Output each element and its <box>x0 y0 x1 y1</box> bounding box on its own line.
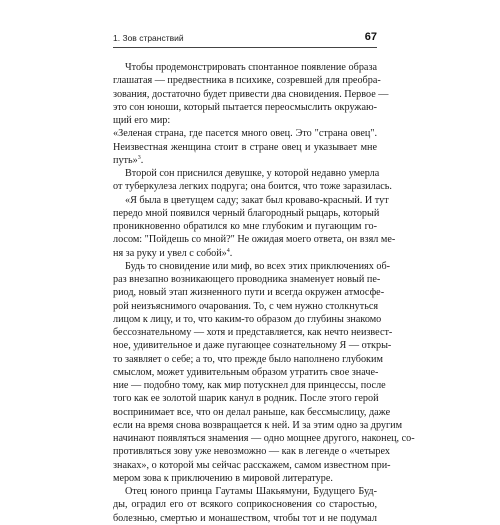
text-line: воспринимает все, что он делал раньше, как бессмыслицу, даже <box>113 406 391 418</box>
text-line: Отец юного принца Гаутамы Шакьямуни, Будущего Буд- <box>125 486 377 497</box>
running-header <box>113 33 377 45</box>
text-line: Неизвестная женщина стоит в стране овец и указывает мне <box>113 141 377 153</box>
text-line: лосом: "Пойдешь со мной?" Не ожидая моего ответа, он взял ме- <box>113 234 396 246</box>
text-line: ние — подобно тому, как мир потускнел для принцессы, после <box>113 380 386 391</box>
text-line: лицом к лицу, и то, что каким-то образом до глубины знакомо <box>113 313 382 325</box>
text-line: смыслом, может удивительным образом утратить свое значе- <box>113 366 379 378</box>
text-line: «Я была в цветущем саду; закат был кроваво-красный. И тут <box>125 194 389 206</box>
text-line: начинают появляться знамения — одно мощнее другого, наконец, со- <box>113 433 415 444</box>
text-line: раз внезапно возникающего проводника знаменует новый пе- <box>113 274 381 285</box>
text-line: ное, удивительное и даже пугающее сознательному Я — откры- <box>113 340 392 352</box>
text-line: зования, достаточно будет привести два сновидения. Первое — <box>113 88 389 100</box>
text-line: знаках», о которой мы сейчас расскажем, самом известном при- <box>113 459 391 471</box>
text-line: передо мной появился черный благородный рыцарь, который <box>113 207 380 219</box>
text-line: мером зова к приключению в мировой литературе. <box>113 472 333 484</box>
text-line: это сон юноши, который пытается переосмыслить окружаю- <box>113 101 377 113</box>
section-title: 1. Зов странствий <box>113 33 184 43</box>
footnote-marker: 4 <box>226 247 230 254</box>
footnote-marker: 3 <box>137 154 141 161</box>
text-line: Второй сон приснился девушке, у которой недавно умерла <box>125 168 380 179</box>
text-line: болезнью, смертью и монашеством, чтобы тот и не подумал <box>113 512 377 524</box>
text-line: если на время снова возвращается к ней. И за этим одно за другим <box>113 419 403 431</box>
page-number: 67 <box>364 31 377 43</box>
text-line: Чтобы продемонстрировать спонтанное появление образа <box>125 62 377 73</box>
text-line: то заявляет о себе; а то, что прежде было наполнено глубоким <box>113 353 383 365</box>
header-rule <box>113 47 377 48</box>
text-line: проникновенно обратился ко мне глубоким и пугающим го- <box>113 221 377 232</box>
text-line: Будь то сновидение или миф, во всех этих приключениях об- <box>125 260 391 272</box>
text-line: бессознательному — хотя и представляется, как нечто неизвест- <box>113 327 393 338</box>
text-line: щий его мир: <box>113 115 171 126</box>
text-line: рой неизъяснимого очарования. То, с чем нужно столкнуться <box>113 300 379 312</box>
text-line: ня за руку и увел с собой»$^4$. <box>113 247 233 259</box>
text-line: риод, новый этап жизненного пути и всегда окружен атмосфе- <box>113 287 385 299</box>
text-line: того как ее золотой шарик канул в родник. После этого герой <box>113 393 379 405</box>
body-text <box>113 61 415 525</box>
text-line: ды, оградил его от всякого соприкосновения со старостью, <box>113 499 377 511</box>
text-line: от туберкулеза легких подруга; она боится, что тоже заразилась. <box>113 181 392 193</box>
text-line: «Зеленая страна, где пасется много овец. Это "страна овец". <box>113 128 377 140</box>
text-line: противляться зову уже невозможно — как в легенде о «четырех <box>113 446 390 458</box>
text-line: путь»$^3$. <box>113 154 144 166</box>
text-line: глашатая — предвестника в психике, созревшей для преобра- <box>113 75 381 87</box>
